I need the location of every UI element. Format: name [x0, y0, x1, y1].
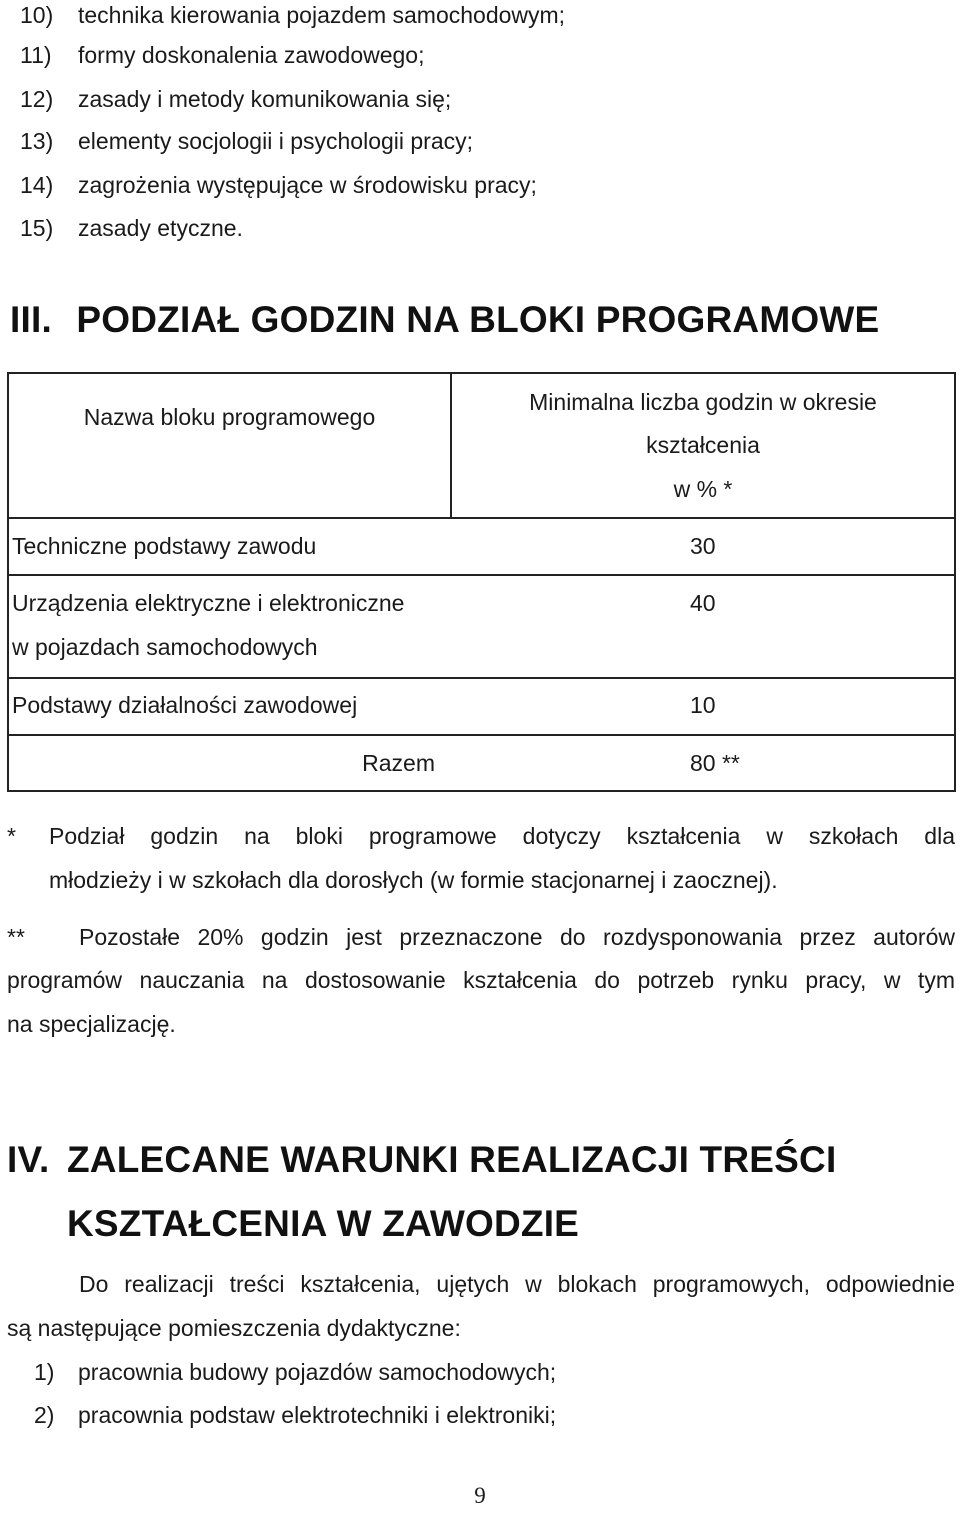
section-title: KSZTAŁCENIA W ZAWODZIE [67, 1203, 580, 1244]
section-title: ZALECANE WARUNKI REALIZACJI TREŚCI [67, 1139, 837, 1180]
section-numeral: III. [10, 299, 52, 340]
list-item: 14) zagrożenia występujące w środowisku pracy; [20, 172, 537, 198]
table-border [7, 790, 956, 792]
list-item: 11) formy doskonalenia zawodowego; [20, 42, 425, 68]
intro-paragraph: są następujące pomieszczenia dydaktyczne: [7, 1315, 461, 1341]
list-item: 15) zasady etyczne. [20, 215, 243, 241]
footnote-text: młodzieży i w szkołach dla dorosłych (w formie stacjonarnej i zaocznej). [49, 867, 778, 893]
total-label: Razem [362, 750, 435, 776]
table-border [7, 372, 956, 374]
footnote-mark: ** [7, 924, 25, 950]
page-number: 9 [474, 1483, 486, 1508]
footnote-text: na specjalizację. [7, 1011, 176, 1037]
footnote-text: Pozostałe 20% godzin jest przeznaczone do rozdysponowania przez autorów [79, 924, 955, 950]
footnote-mark: * [7, 823, 16, 849]
section-numeral: IV. [7, 1139, 50, 1180]
row-name: Urządzenia elektryczne i elektroniczne [12, 590, 405, 616]
table-border [7, 734, 956, 736]
table-border [7, 517, 956, 519]
row-value: 30 [690, 533, 716, 559]
footnote-text: Podział godzin na bloki programowe dotyczy kształcenia w szkołach dla [49, 823, 955, 849]
row-value: 10 [690, 692, 716, 718]
list-item: 2) pracownia podstaw elektrotechniki i elektroniki; [34, 1402, 557, 1428]
row-name: w pojazdach samochodowych [12, 634, 318, 660]
header-col-hours: kształcenia [646, 432, 760, 458]
hours-table [7, 372, 956, 792]
list-item: 12) zasady i metody komunikowania się; [20, 86, 452, 112]
section-title: PODZIAŁ GODZIN NA BLOKI PROGRAMOWE [76, 299, 880, 340]
table-border [954, 372, 956, 792]
total-value: 80 ** [690, 750, 740, 776]
list-item: 13) elementy socjologii i psychologii pracy; [20, 128, 474, 154]
section-heading-4 [7, 1137, 837, 1183]
header-col-hours: w % * [673, 476, 733, 502]
list-item: 10) technika kierowania pojazdem samochodowym; [20, 2, 566, 28]
table-border [7, 574, 956, 576]
section-heading-4-line2 [67, 1201, 579, 1247]
intro-paragraph: Do realizacji treści kształcenia, ujętych w blokach programowych, odpowiednie [79, 1271, 955, 1297]
row-value: 40 [690, 590, 716, 616]
row-name: Techniczne podstawy zawodu [12, 533, 317, 559]
row-name: Podstawy działalności zawodowej [12, 692, 358, 718]
header-col-name: Nazwa bloku programowego [83, 404, 376, 430]
list-item: 1) pracownia budowy pojazdów samochodowych; [34, 1359, 557, 1385]
table-border [7, 677, 956, 679]
footnote-text: programów nauczania na dostosowanie kształcenia do potrzeb rynku pracy, w tym [7, 967, 955, 993]
header-col-hours: Minimalna liczba godzin w okresie [529, 389, 877, 415]
section-heading-3 [10, 297, 879, 343]
table-border [7, 372, 9, 792]
